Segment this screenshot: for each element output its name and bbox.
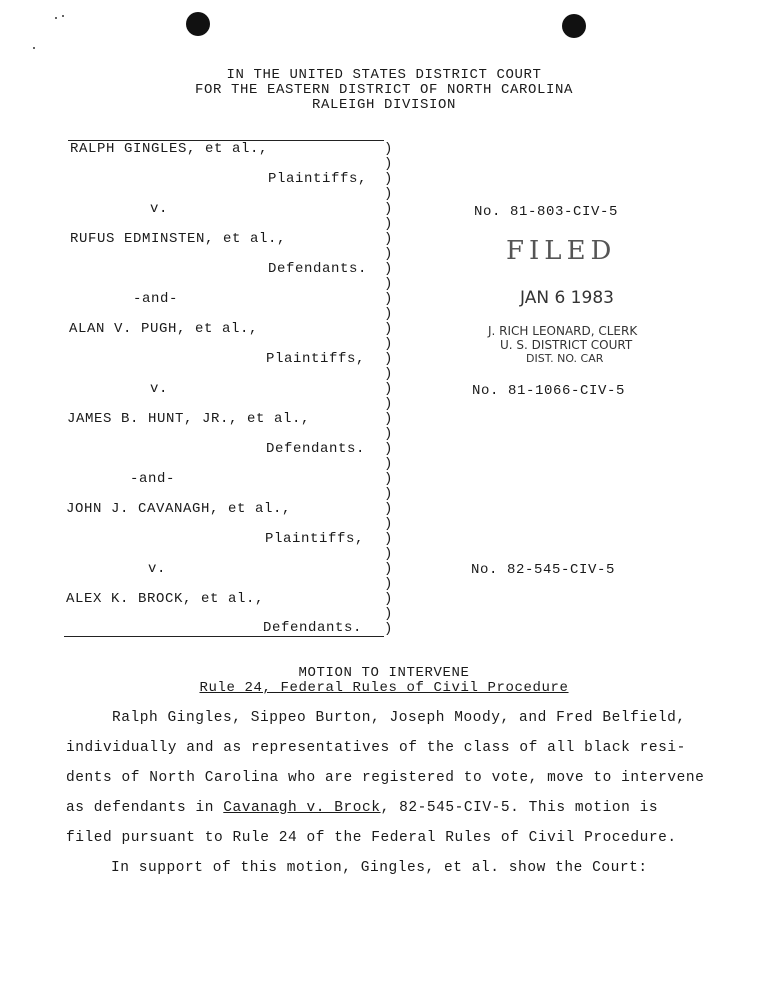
body-line-6: In support of this motion, Gingles, et al. show the Court:: [111, 860, 648, 876]
filed-stamp-district: DIST. NO. CAR: [526, 352, 604, 365]
role-defendants-3: Defendants.: [263, 620, 363, 636]
scan-speck: [33, 47, 35, 49]
body-line-4-pre: as defendants in: [66, 800, 224, 816]
court-name-line1: IN THE UNITED STATES DISTRICT COURT: [226, 67, 542, 83]
caption-bracket: ) ) ) ) ) ) ) ) ) ) ) ) ) ) ) ) ) ) ) ) ) ) ) ) ) ) ) ) ) ) ) ) ): [384, 141, 393, 637]
filed-stamp-clerk: J. RICH LEONARD, CLERK: [488, 324, 638, 338]
filed-stamp: FILED: [506, 236, 617, 266]
punch-hole-right: [562, 14, 586, 38]
and-separator-2: -and-: [130, 471, 176, 487]
role-defendants-2: Defendants.: [266, 441, 366, 457]
body-line-5: filed pursuant to Rule 24 of the Federal Rules of Civil Procedure.: [66, 830, 677, 846]
body-line-2: individually and as representatives of the class of all black resi-: [66, 740, 686, 756]
motion-subtitle: [0, 680, 768, 696]
role-plaintiffs-2: Plaintiffs,: [266, 351, 366, 367]
body-line-4: [66, 800, 658, 816]
role-plaintiffs-1: Plaintiffs,: [268, 171, 368, 187]
punch-hole-left: [186, 12, 210, 36]
court-name-line2: FOR THE EASTERN DISTRICT OF NORTH CAROLINA: [194, 82, 574, 98]
scan-speck: [62, 15, 64, 17]
scan-speck: [55, 17, 57, 19]
versus-2: v.: [150, 381, 169, 397]
versus-3: v.: [148, 561, 167, 577]
party-brock: ALEX K. BROCK, et al.,: [66, 591, 265, 607]
role-defendants-1: Defendants.: [268, 261, 368, 277]
motion-subtitle-text: Rule 24, Federal Rules of Civil Procedure: [199, 680, 569, 696]
motion-title: MOTION TO INTERVENE: [298, 665, 470, 681]
party-cavanagh: JOHN J. CAVANAGH, et al.,: [66, 501, 292, 517]
caption-bottom-rule: [64, 636, 384, 637]
case-number-3: No. 82-545-CIV-5: [471, 562, 616, 578]
role-plaintiffs-3: Plaintiffs,: [265, 531, 365, 547]
party-hunt: JAMES B. HUNT, JR., et al.,: [67, 411, 311, 427]
and-separator-1: -and-: [133, 291, 179, 307]
case-citation: Cavanagh v. Brock: [223, 800, 381, 816]
versus-1: v.: [150, 201, 169, 217]
body-line-1: Ralph Gingles, Sippeo Burton, Joseph Moody, and Fred Belfield,: [112, 710, 686, 726]
case-number-2: No. 81-1066-CIV-5: [472, 383, 626, 399]
party-gingles: RALPH GINGLES, et al.,: [70, 141, 269, 157]
filed-stamp-court: U. S. DISTRICT COURT: [500, 338, 633, 352]
court-division: RALEIGH DIVISION: [311, 97, 457, 113]
body-line-4-post: , 82-545-CIV-5. This motion is: [380, 800, 659, 816]
party-edminsten: RUFUS EDMINSTEN, et al.,: [70, 231, 287, 247]
case-number-1: No. 81-803-CIV-5: [474, 204, 619, 220]
filed-stamp-date: JAN 6 1983: [520, 288, 614, 308]
body-line-3: dents of North Carolina who are registered to vote, move to intervene: [66, 770, 705, 786]
party-pugh: ALAN V. PUGH, et al.,: [69, 321, 259, 337]
